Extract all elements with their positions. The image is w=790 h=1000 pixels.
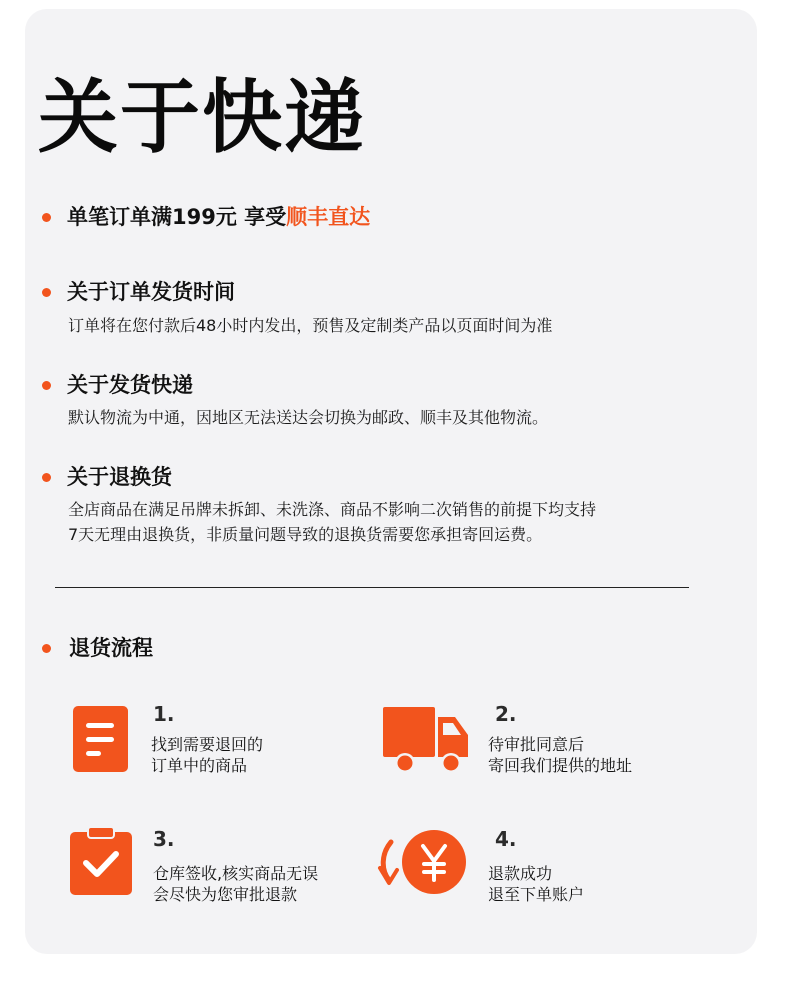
- section-text-line: 全店商品在满足吊牌未拆卸、未洗涤、商品不影响二次销售的前提下均支持: [68, 500, 597, 519]
- step-text-line: 退款成功: [488, 864, 553, 883]
- step-description: [488, 863, 584, 905]
- delivery-truck-icon: [383, 707, 469, 773]
- step-number: 2.: [495, 702, 517, 726]
- promo-prefix: 单笔订单满199元 享受: [67, 205, 287, 229]
- order-list-icon: [73, 706, 128, 772]
- section-heading-courier: 关于发货快递: [67, 373, 193, 397]
- step-text-line: 退至下单账户: [488, 885, 585, 904]
- step-number: 3.: [153, 827, 175, 851]
- bullet-icon: [42, 473, 51, 482]
- section-heading-ship-time: 关于订单发货时间: [67, 280, 235, 304]
- bullet-icon: [42, 213, 51, 222]
- step-text-line: 待审批同意后: [488, 735, 585, 754]
- section-text-courier: [68, 405, 548, 430]
- step-description: [153, 863, 318, 905]
- refund-yen-icon: [377, 828, 469, 896]
- section-text-ship-time: [68, 313, 552, 338]
- promo-text: [67, 203, 370, 231]
- section-text-line: 默认物流为中通，因地区无法送达会切换为邮政、顺丰及其他物流。: [68, 408, 549, 427]
- clipboard-check-icon: [70, 827, 132, 895]
- bullet-icon: [42, 644, 51, 653]
- step-number: 4.: [495, 827, 517, 851]
- step-text-line: 找到需要退回的: [151, 735, 264, 754]
- bullet-icon: [42, 381, 51, 390]
- return-process-heading: 退货流程: [69, 636, 153, 660]
- step-text-line: 仓库签收,核实商品无误: [153, 864, 319, 883]
- promo-highlight: 顺丰直达: [286, 205, 371, 229]
- section-text-line: 7天无理由退换货，非质量问题导致的退换货需要您承担寄回运费。: [68, 525, 543, 544]
- step-number: 1.: [153, 702, 175, 726]
- step-description: [151, 734, 263, 776]
- section-text-line: 订单将在您付款后48小时内发出，预售及定制类产品以页面时间为准: [68, 316, 553, 335]
- page-title: 关于快递: [38, 71, 366, 164]
- section-heading-returns: 关于退换货: [67, 465, 172, 489]
- step-text-line: 寄回我们提供的地址: [488, 756, 633, 775]
- step-description: [488, 734, 632, 776]
- bullet-icon: [42, 288, 51, 297]
- section-text-returns: [68, 497, 596, 547]
- step-text-line: 会尽快为您审批退款: [153, 885, 298, 904]
- step-text-line: 订单中的商品: [151, 756, 248, 775]
- divider: [55, 587, 689, 588]
